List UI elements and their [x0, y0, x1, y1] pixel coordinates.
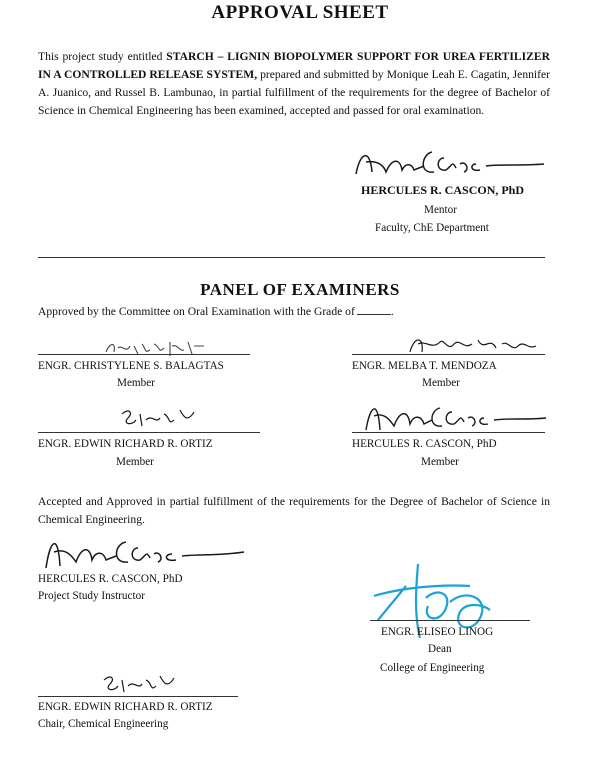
- panel-approval-text: [38, 305, 394, 318]
- member-1-line: [38, 354, 250, 355]
- instructor-signature: [38, 528, 248, 574]
- intro-suffix: prepared and submitted by Monique Leah E. Cagatin, Jennifer A. Juanico, and Russel B. Lambunao, in partial fulfillment of the requirements for the degree of Bachelor of Science in Chemical Engineering has been examined, accepted and passed for oral examination.: [38, 68, 551, 117]
- member-1-name: ENGR. CHRISTYLENE S. BALAGTAS: [38, 360, 224, 372]
- dean-line: [370, 620, 530, 621]
- project-title: STARCH – LIGNIN BIOPOLYMER SUPPORT FOR UREA FERTILIZER IN A CONTROLLED RELEASE SYSTEM,: [38, 50, 551, 81]
- member-1-signature: [100, 334, 210, 360]
- member-4-line: [352, 432, 545, 433]
- mentor-department: Faculty, ChE Department: [375, 222, 489, 234]
- member-1-role: Member: [117, 377, 155, 389]
- member-3-line: [38, 432, 260, 433]
- member-2-signature: [404, 330, 554, 360]
- mentor-name: HERCULES R. CASCON, PhD: [361, 183, 525, 197]
- chair-line: [38, 696, 238, 697]
- grade-blank: [357, 314, 391, 315]
- instructor-name: HERCULES R. CASCON, PhD: [38, 573, 183, 585]
- member-3-role: Member: [116, 456, 154, 468]
- approval-end: .: [390, 305, 394, 318]
- dean-unit: College of Engineering: [380, 662, 485, 674]
- member-4-signature: [360, 396, 550, 436]
- member-4-role: Member: [421, 456, 459, 468]
- member-3-signature: [118, 404, 208, 432]
- intro-prefix: This project study entitled: [38, 50, 167, 63]
- member-2-line: [352, 354, 545, 355]
- approval-text: Approved by the Committee on Oral Examination with the Grade of: [38, 305, 355, 318]
- chair-role: Chair, Chemical Engineering: [38, 718, 169, 730]
- dean-role: Dean: [428, 643, 452, 655]
- instructor-role: Project Study Instructor: [38, 590, 145, 602]
- member-2-name: ENGR. MELBA T. MENDOZA: [352, 360, 497, 372]
- intro-paragraph: [38, 48, 550, 120]
- acceptance-paragraph: Accepted and Approved in partial fulfillment of the requirements for the Degree of Bachelor of Science in Chemical Engineering.: [38, 495, 550, 526]
- chair-signature: [100, 670, 180, 696]
- section-divider: [38, 257, 545, 258]
- page-title: APPROVAL SHEET: [211, 2, 389, 23]
- chair-name: ENGR. EDWIN RICHARD R. ORTIZ: [38, 701, 213, 713]
- mentor-signature: [348, 144, 548, 184]
- panel-title: PANEL OF EXAMINERS: [200, 280, 400, 299]
- dean-name: ENGR. ELISEO LINOG: [381, 626, 494, 638]
- member-4-name: HERCULES R. CASCON, PhD: [352, 438, 497, 450]
- member-2-role: Member: [422, 377, 460, 389]
- mentor-role: Mentor: [424, 204, 457, 216]
- member-3-name: ENGR. EDWIN RICHARD R. ORTIZ: [38, 438, 213, 450]
